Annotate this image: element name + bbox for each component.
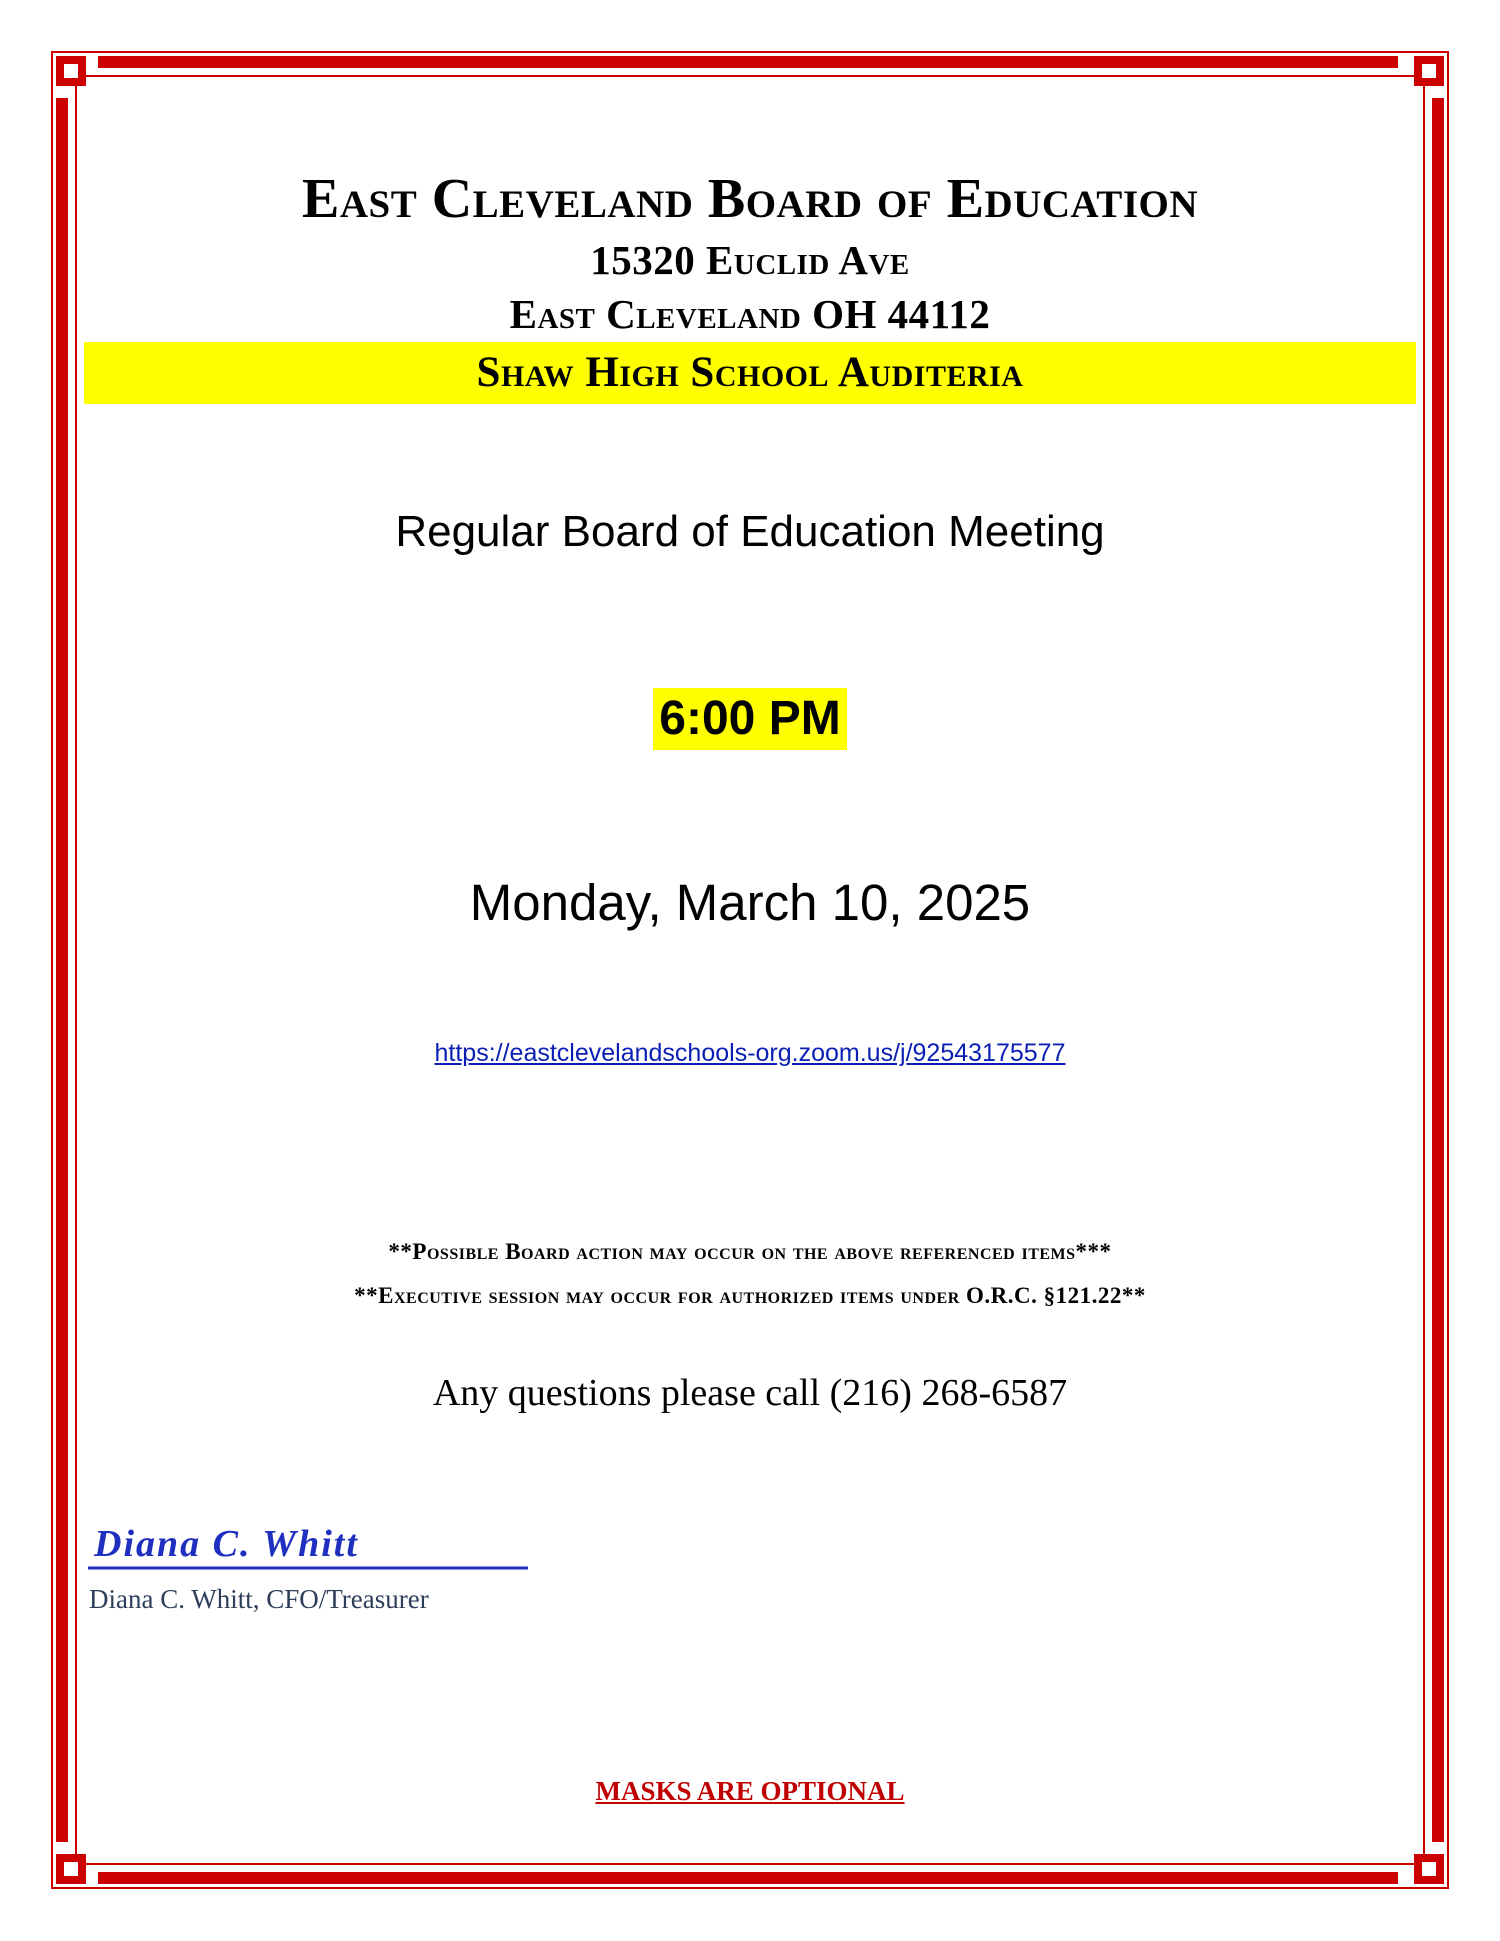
meeting-type: Regular Board of Education Meeting [395,507,1105,556]
zoom-link-row [0,1036,1500,1070]
meeting-time: 6:00 PM [653,688,846,750]
address-line-1: 15320 Euclid Ave [590,237,910,283]
notice-executive-session: **Executive session may occur for authorized items under O.R.C. §121.22** [354,1283,1146,1308]
border-bottom [98,1872,1398,1884]
border-right [1432,98,1444,1842]
handwritten-signature [88,1518,528,1574]
contact-questions: Any questions please call (216) 268-6587 [432,1372,1068,1414]
border-top [98,56,1398,68]
zoom-link[interactable]: https://eastclevelandschools-org.zoom.us/j/92543175577 [434,1039,1066,1067]
meeting-time-row [0,688,1500,750]
board-title: East Cleveland Board of Education [301,168,1198,230]
notice-board-action: **Possible Board action may occur on the above referenced items*** [388,1239,1112,1264]
svg-text:Diana C. Whitt: Diana C. Whitt [94,1523,359,1565]
address-line-2: East Cleveland OH 44112 [509,291,991,337]
venue-name: Shaw High School Auditeria [476,349,1024,396]
meeting-date: Monday, March 10, 2025 [469,874,1031,931]
signer-name-title: Diana C. Whitt, CFO/Treasurer [89,1584,429,1614]
masks-notice: MASKS ARE OPTIONAL [595,1776,905,1806]
border-left [56,98,68,1842]
venue-highlight [84,342,1416,404]
